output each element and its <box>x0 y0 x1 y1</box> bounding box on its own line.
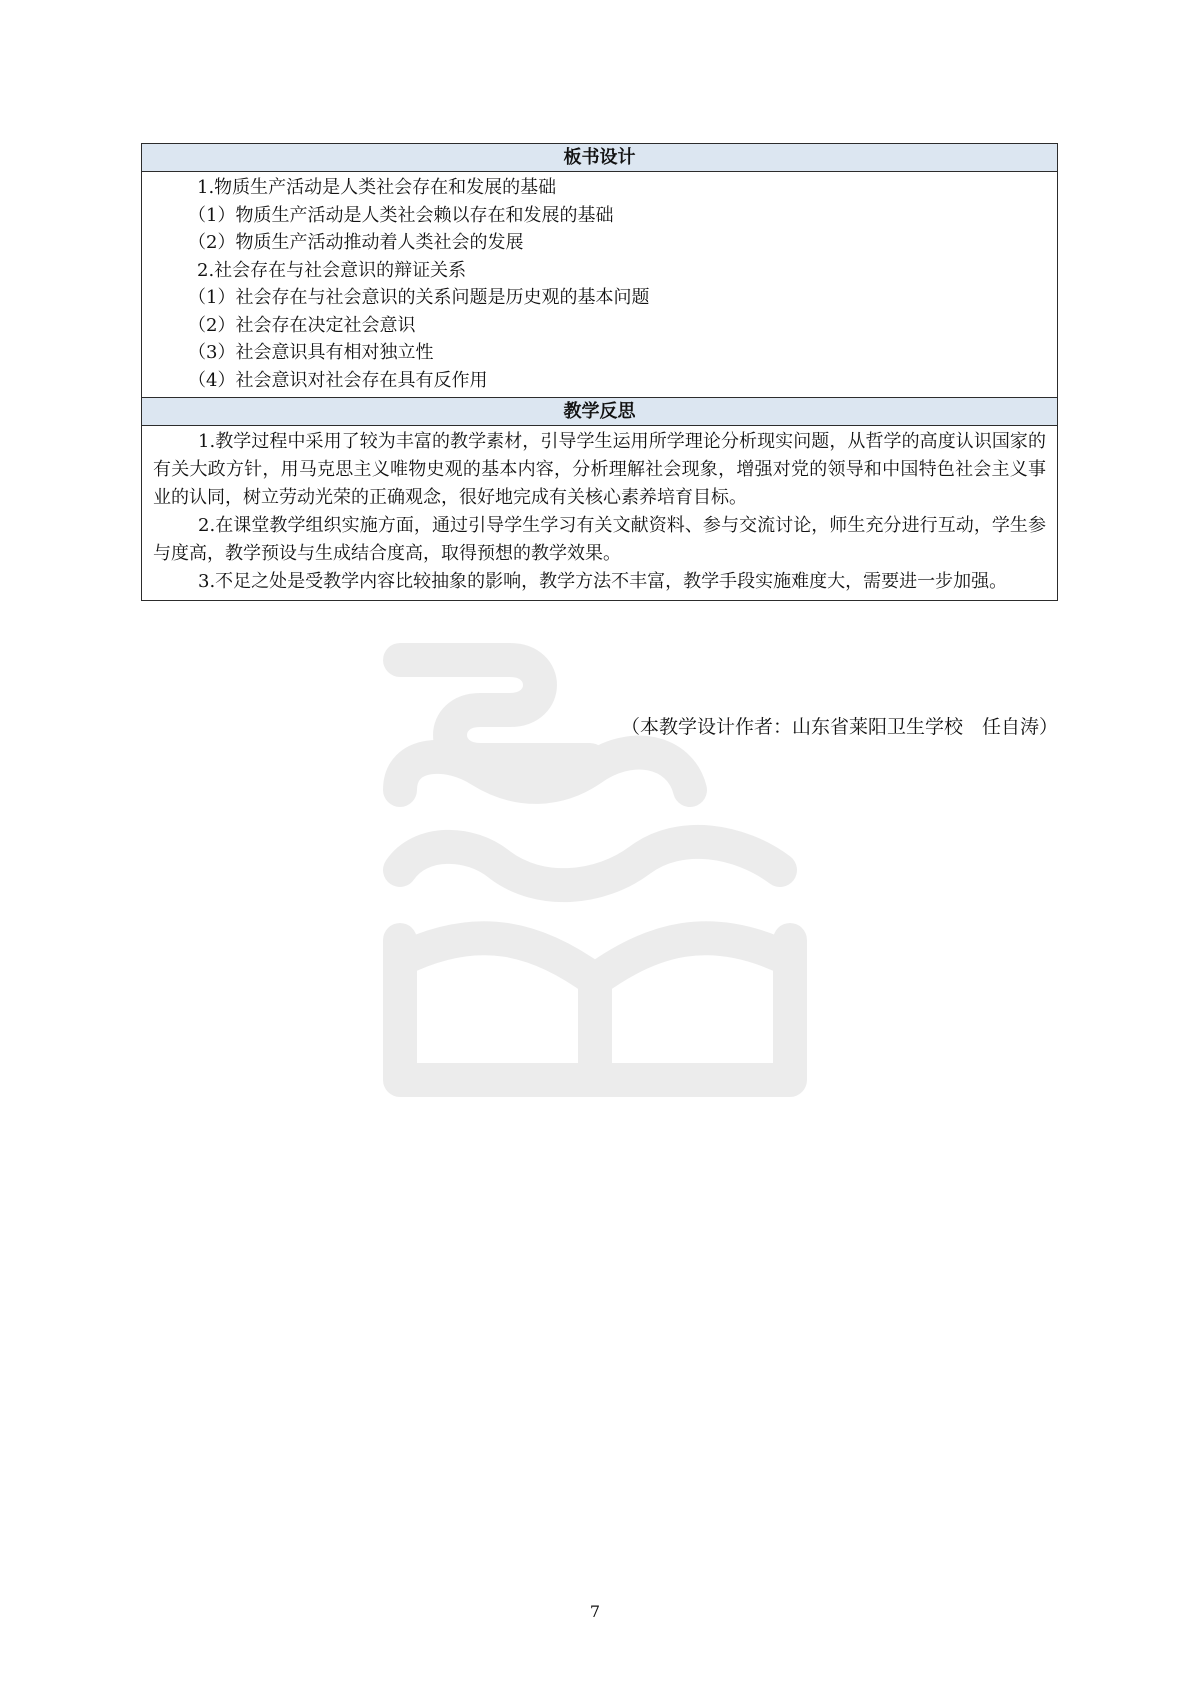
board-design-line: （2）社会存在决定社会意识 <box>188 314 416 336</box>
author-credit: （本教学设计作者：山东省莱阳卫生学校 任自涛） <box>620 716 1058 738</box>
page-number: 7 <box>589 1602 601 1621</box>
board-design-line: （3）社会意识具有相对独立性 <box>188 342 434 363</box>
book-watermark-icon <box>360 640 830 1100</box>
teaching-reflection-content <box>142 426 1058 601</box>
reflection-paragraph: 2.在课堂教学组织实施方面，通过引导学生学习有关文献资料、参与交流讨论，师生充分进行互动，学生参与度高，教学预设与生成结合度高，取得预想的教学效果。 <box>153 515 1046 564</box>
teaching-reflection-header: 教学反思 <box>142 398 1058 426</box>
board-design-header: 板书设计 <box>142 144 1058 172</box>
reflection-paragraph: 1.教学过程中采用了较为丰富的教学素材，引导学生运用所学理论分析现实问题，从哲学的高度认识国家的有关大政方针，用马克思主义唯物史观的基本内容，分析理解社会现象，增强对党的领导和中国特色社会主义事业的认同，树立劳动光荣的正确观念，很好地完成有关核心素养培育目标。 <box>153 431 1046 508</box>
board-design-line: 1.物质生产活动是人类社会存在和发展的基础 <box>197 177 557 198</box>
lesson-design-table <box>141 143 1058 601</box>
board-design-line: （4）社会意识对社会存在具有反作用 <box>188 369 488 391</box>
board-design-content <box>142 172 1058 398</box>
board-design-line: （2）物质生产活动推动着人类社会的发展 <box>188 232 524 253</box>
board-design-line: 2.社会存在与社会意识的辩证关系 <box>197 259 467 281</box>
board-design-line: （1）社会存在与社会意识的关系问题是历史观的基本问题 <box>188 287 650 308</box>
reflection-paragraph: 3.不足之处是受教学内容比较抽象的影响，教学方法不丰富，教学手段实施难度大，需要进一步加强。 <box>198 571 1008 592</box>
board-design-line: （1）物质生产活动是人类社会赖以存在和发展的基础 <box>188 204 614 226</box>
